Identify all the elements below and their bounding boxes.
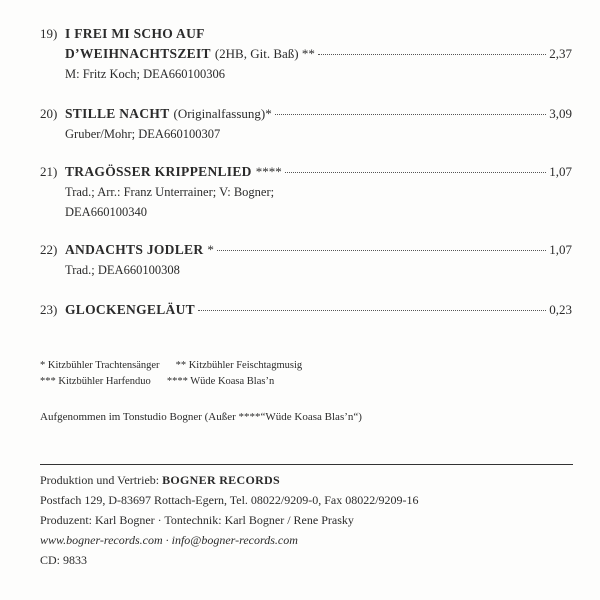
track-subtitle: (2HB, Git. Baß) **	[214, 46, 315, 61]
track-21	[40, 162, 572, 222]
legend-entry: * Kitzbühler Trachtensänger	[40, 360, 160, 371]
track-isrc: DEA660100340	[65, 205, 147, 219]
track-title: ANDACHTS JODLER	[65, 242, 204, 257]
track-subtitle: *	[207, 242, 214, 257]
legend-row	[40, 374, 302, 390]
track-title-row	[40, 300, 572, 320]
recording-note: Aufgenommen im Tonstudio Bogner (Außer ****“Wüde Koasa Blas’n“)	[40, 411, 362, 423]
track-number: 21)	[40, 164, 58, 179]
legend-entry: ** Kitzbühler Feischtagmusig	[175, 360, 303, 371]
track-title: I FREI MI SCHO AUF	[65, 26, 205, 41]
address-line: Postfach 129, D-83697 Rottach-Egern, Tel. 08022/9209-0, Fax 08022/9209-16	[40, 493, 419, 507]
track-duration: 0,23	[549, 302, 572, 317]
track-title: STILLE NACHT	[65, 106, 170, 121]
track-credits: M: Fritz Koch; DEA660100306	[65, 67, 226, 81]
track-duration: 3,09	[549, 106, 572, 121]
track-duration: 1,07	[549, 242, 572, 257]
record-label-name: BOGNER RECORDS	[162, 473, 280, 487]
divider	[40, 464, 573, 465]
track-duration: 1,07	[549, 164, 572, 179]
track-credits: Gruber/Mohr; DEA660100307	[65, 127, 221, 141]
track-duration: 2,37	[549, 46, 572, 61]
track-title: GLOCKENGELÄUT	[65, 302, 195, 317]
dot-leader	[275, 113, 547, 115]
legend-entry: *** Kitzbühler Harfenduo	[40, 376, 151, 387]
performer-legend	[40, 358, 302, 390]
track-number: 22)	[40, 242, 58, 257]
dot-leader	[318, 53, 546, 55]
track-number: 23)	[40, 302, 58, 317]
track-22	[40, 240, 572, 280]
track-title-continued: D’WEIHNACHTSZEIT	[65, 46, 211, 61]
dot-leader	[217, 249, 546, 251]
legend-entry: **** Wüde Koasa Blas’n	[166, 376, 275, 387]
production-label: Produktion und Vertrieb:	[40, 473, 160, 487]
catalog-number: CD: 9833	[40, 553, 88, 567]
track-title-row	[40, 162, 572, 182]
track-title-row	[40, 104, 572, 124]
production-line	[40, 470, 419, 490]
track-number: 20)	[40, 106, 58, 121]
track-credits: Trad.; DEA660100308	[65, 263, 180, 277]
dot-leader	[285, 171, 547, 173]
track-credits: Trad.; Arr.: Franz Unterrainer; V: Bogner;	[65, 185, 275, 199]
dot-leader	[198, 309, 546, 311]
track-subtitle: ****	[255, 164, 282, 179]
track-number: 19)	[40, 26, 58, 41]
track-19	[40, 24, 572, 84]
track-subtitle: (Originalfassung)*	[173, 106, 272, 121]
web-contact-line: www.bogner-records.com · info@bogner-records.com	[40, 533, 298, 547]
track-title: TRAGÖSSER KRIPPENLIED	[65, 164, 252, 179]
track-title-row-2	[40, 44, 572, 64]
track-title-row	[40, 240, 572, 260]
track-20	[40, 104, 572, 144]
track-23	[40, 300, 572, 320]
track-title-row	[40, 24, 572, 44]
legend-row	[40, 358, 302, 374]
production-credits	[40, 470, 419, 570]
producer-line: Produzent: Karl Bogner · Tontechnik: Karl Bogner / Rene Prasky	[40, 513, 354, 527]
